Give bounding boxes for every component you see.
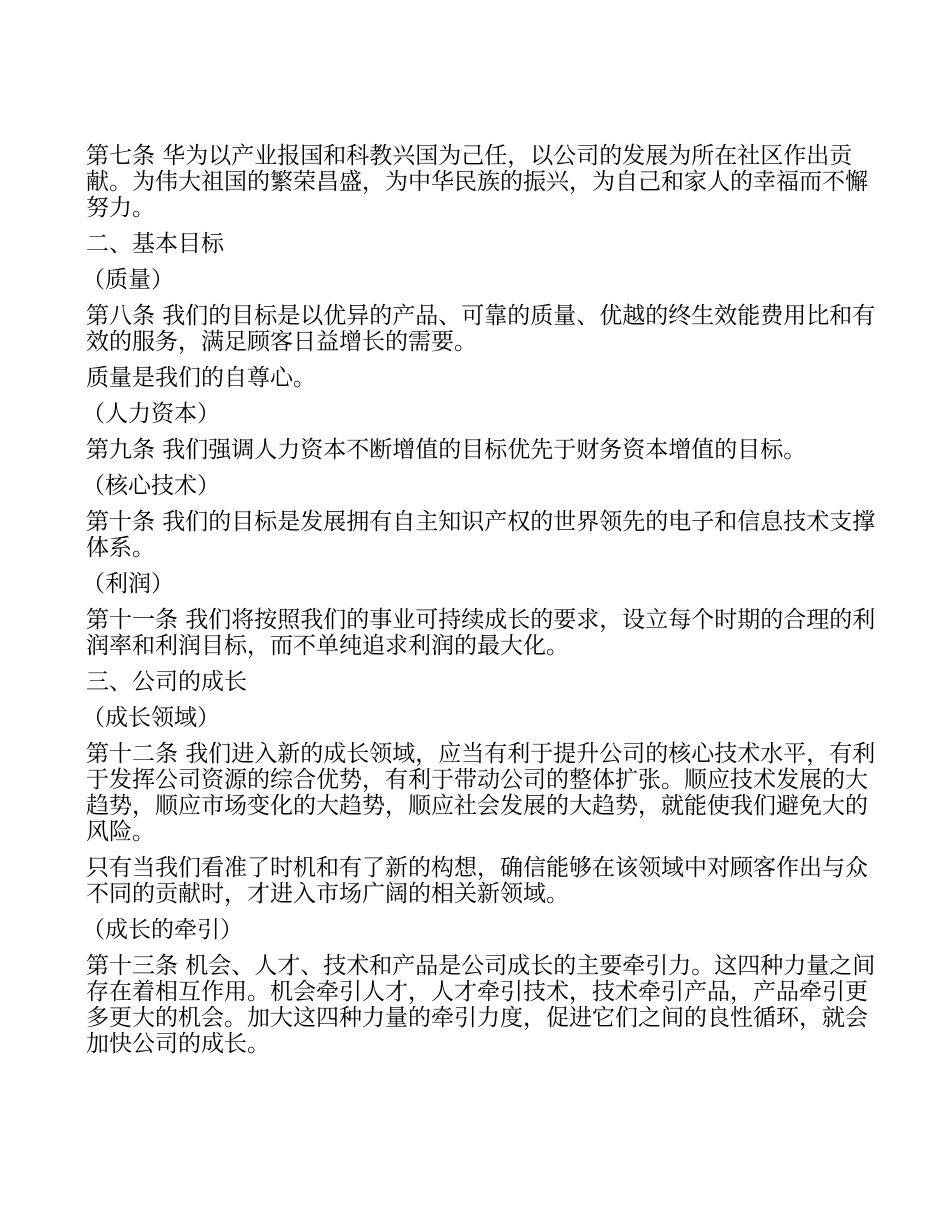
subheading-human-capital: （人力资本） — [82, 401, 220, 427]
paragraph-new-fields: 只有当我们看准了时机和有了新的构想，确信能够在该领域中对顾客作出与众不同的贡献时，才进入市场广阔的相关新领域。 — [86, 855, 868, 907]
subheading-quality: （质量） — [82, 267, 174, 293]
paragraph-article-13: 第十三条 机会、人才、技术和产品是公司成长的主要牵引力。这四种力量之间存在着相互作用。机会牵引人才，人才牵引技术，技术牵引产品，产品牵引更多更大的机会。加大这四种力量的牵引力度，促进它们之间的良性循环，就会加快公司的成长。 — [86, 953, 876, 1057]
paragraph-quality-self-respect: 质量是我们的自尊心。 — [86, 365, 316, 391]
paragraph-article-9: 第九条 我们强调人力资本不断增值的目标优先于财务资本增值的目标。 — [86, 437, 807, 463]
subheading-core-technology: （核心技术） — [82, 473, 220, 499]
paragraph-article-7: 第七条 华为以产业报国和科教兴国为己任，以公司的发展为所在社区作出贡献。为伟大祖国的繁荣昌盛，为中华民族的振兴，为自己和家人的幸福而不懈努力。 — [86, 143, 868, 221]
paragraph-article-10: 第十条 我们的目标是发展拥有自主知识产权的世界领先的电子和信息技术支撑体系。 — [86, 509, 876, 561]
subheading-profit: （利润） — [82, 571, 174, 597]
paragraph-article-11: 第十一条 我们将按照我们的事业可持续成长的要求，设立每个时期的合理的利润率和利润目标，而不单纯追求利润的最大化。 — [86, 607, 876, 659]
subheading-growth-traction: （成长的牵引） — [82, 917, 243, 943]
subheading-growth-areas: （成长领域） — [82, 705, 220, 731]
paragraph-article-12: 第十二条 我们进入新的成长领域，应当有利于提升公司的核心技术水平，有利于发挥公司资源的综合优势，有利于带动公司的整体扩张。顺应技术发展的大趋势，顺应市场变化的大趋势，顺应社会发展的大趋势，就能使我们避免大的风险。 — [86, 741, 876, 845]
document-page — [82, 143, 876, 1067]
section-heading-company-growth: 三、公司的成长 — [86, 669, 247, 695]
section-heading-basic-goals: 二、基本目标 — [86, 231, 224, 257]
paragraph-article-8: 第八条 我们的目标是以优异的产品、可靠的质量、优越的终生效能费用比和有效的服务，满足顾客日益增长的需要。 — [86, 303, 876, 355]
